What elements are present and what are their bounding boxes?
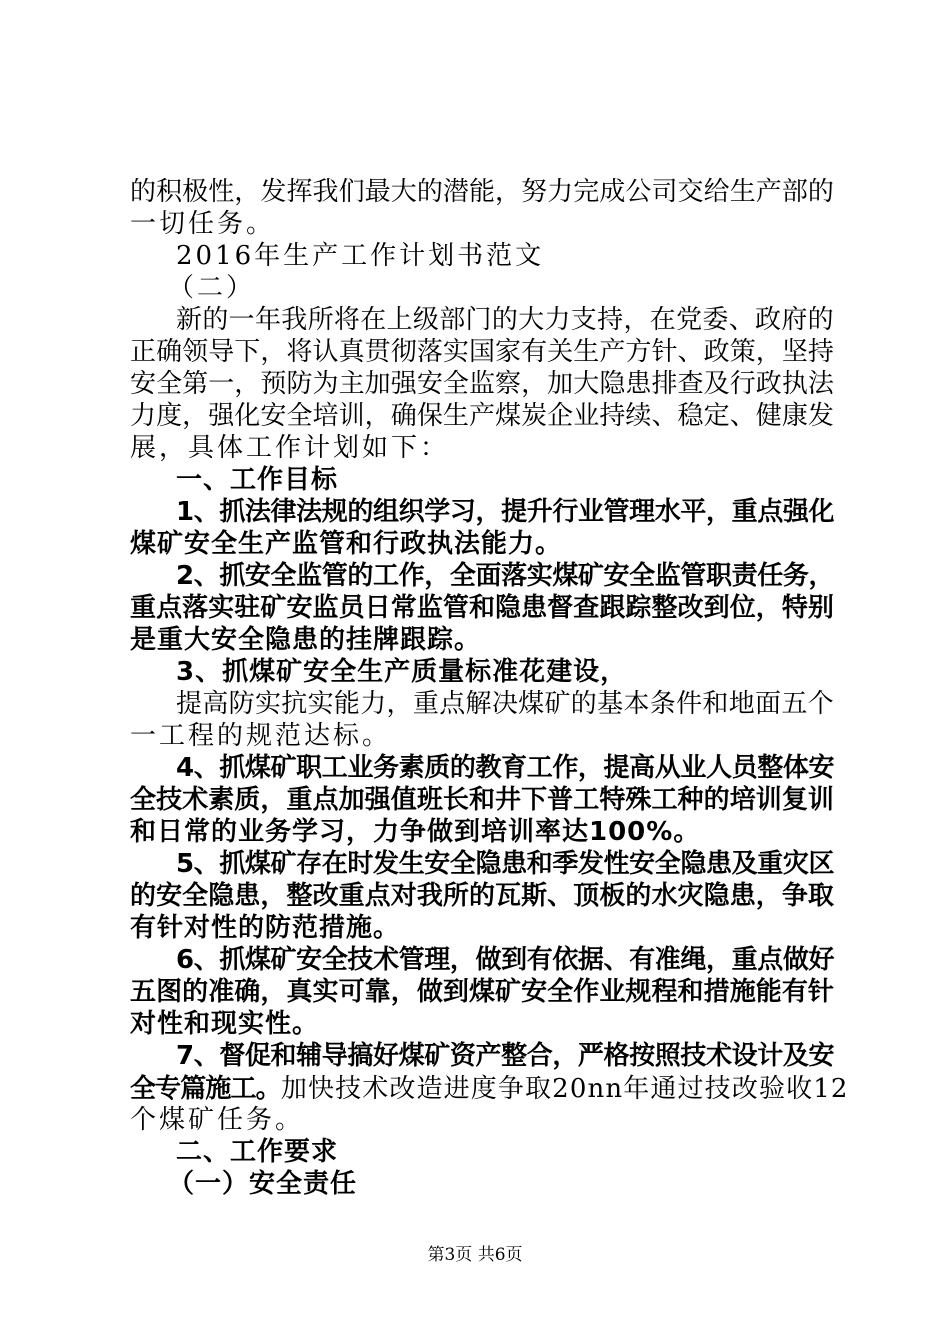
- paragraph-line-mixed: [130, 1072, 849, 1105]
- paragraph-line: 1、抓法律法规的组织学习，提升行业管理水平，重点强化: [176, 497, 835, 527]
- paragraph-line: 五图的准确，真实可靠，做到煤矿安全作业规程和措施能有针: [130, 977, 835, 1007]
- paragraph-line: 4、抓煤矿职工业务素质的教育工作，提高从业人员整体安: [176, 753, 835, 783]
- paragraph-line: 的安全隐患，整改重点对我所的瓦斯、顶板的水灾隐患，争取: [130, 881, 835, 911]
- paragraph-line: 重点落实驻矿安监员日常监管和隐患督查跟踪整改到位，特别: [130, 593, 835, 623]
- paragraph-line: 力度，强化安全培训，确保生产煤炭企业持续、稳定、健康发: [130, 401, 835, 431]
- paragraph-line: 正确领导下，将认真贯彻落实国家有关生产方针、政策，坚持: [130, 337, 835, 367]
- paragraph-line: 6、抓煤矿安全技术管理，做到有依据、有准绳，重点做好: [176, 945, 835, 975]
- paragraph-line: 展，具体工作计划如下：: [130, 433, 450, 463]
- page-footer: 第3页 共6页: [427, 1245, 523, 1265]
- paragraph-line: 安全第一，预防为主加强安全监察，加大隐患排查及行政执法: [130, 369, 835, 399]
- paragraph-line: 提高防实抗实能力，重点解决煤矿的基本条件和地面五个: [176, 689, 835, 719]
- paragraph-line: 2、抓安全监管的工作，全面落实煤矿安全监管职责任务，: [176, 561, 835, 591]
- paragraph-line: 3、抓煤矿安全生产质量标准花建设，: [176, 657, 628, 687]
- paragraph-line: 一工程的规范达标。: [130, 721, 392, 751]
- section-heading: 一、工作目标: [176, 465, 339, 495]
- paragraph-line: 和日常的业务学习，力争做到培训率达100%。: [130, 817, 701, 847]
- paragraph-line: 5、抓煤矿存在时发生安全隐患和季发性安全隐患及重灾区: [176, 849, 835, 879]
- paragraph-line: 全技术素质，重点加强值班长和井下普工特殊工种的培训复训: [130, 785, 835, 815]
- section-heading: 二、工作要求: [176, 1137, 339, 1167]
- paragraph-line: 的积极性，发挥我们最大的潜能，努力完成公司交给生产部的: [130, 177, 835, 207]
- paragraph-line: 对性和现实性。: [130, 1009, 320, 1039]
- paragraph-line: 是重大安全隐患的挂牌跟踪。: [130, 625, 482, 655]
- section-subheading: （二）: [168, 273, 256, 303]
- paragraph-line: 有针对性的防范措施。: [130, 913, 401, 943]
- paragraph-line: 个煤矿任务。: [130, 1105, 305, 1135]
- paragraph-line-prefix: 全专篇施工。: [130, 1074, 281, 1104]
- paragraph-line: 7、督促和辅导搞好煤矿资产整合，严格按照技术设计及安: [176, 1041, 835, 1071]
- paragraph-line: 煤矿安全生产监管和行政执法能力。: [130, 529, 563, 559]
- paragraph-line: 新的一年我所将在上级部门的大力支持，在党委、政府的: [176, 305, 835, 335]
- paragraph-line: 一切任务。: [130, 209, 276, 239]
- paragraph-line-suffix: 加快技术改造进度争取20nn年通过技改验收12: [280, 1074, 849, 1104]
- section-heading: 2016年生产工作计划书范文: [176, 241, 545, 271]
- section-subheading: （一）安全责任: [168, 1169, 358, 1199]
